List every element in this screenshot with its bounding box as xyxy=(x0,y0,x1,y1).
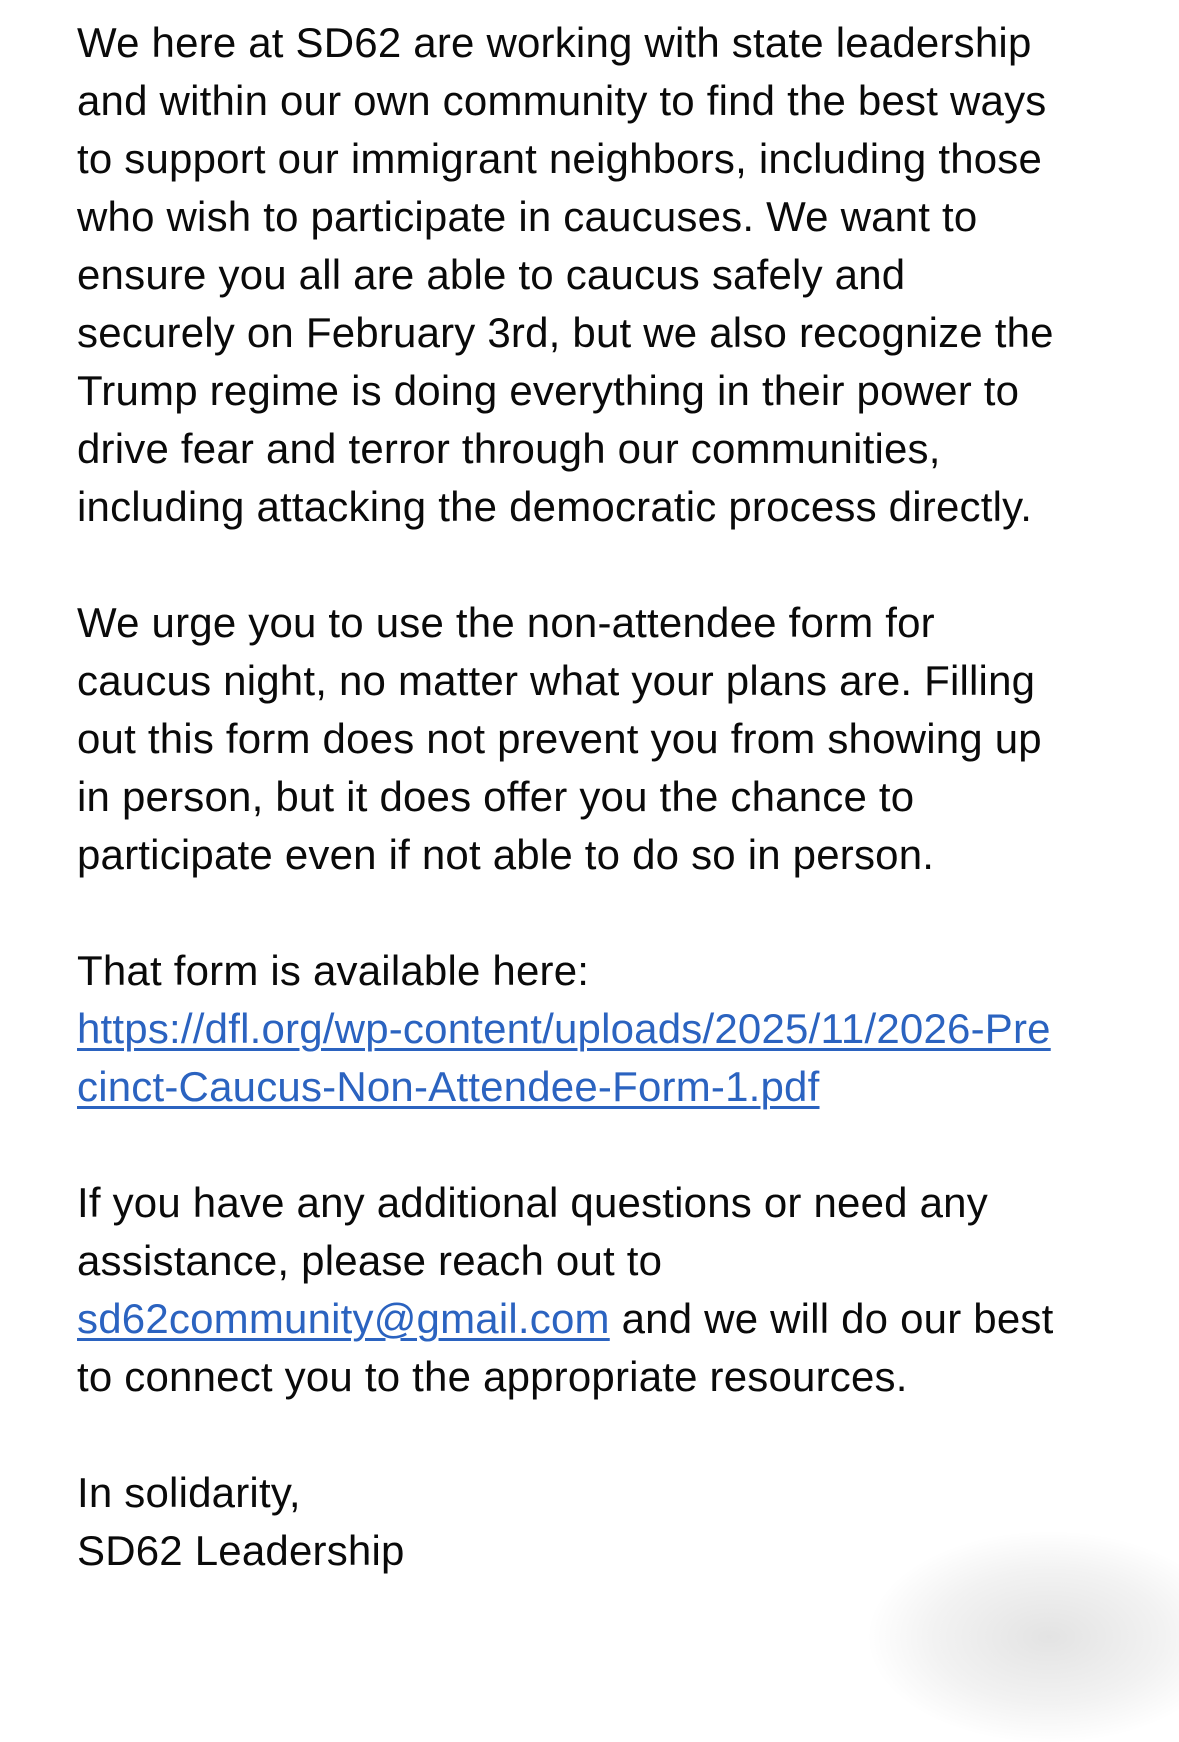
text-line xyxy=(77,1000,1149,1058)
text-line: including attacking the democratic process directly. xyxy=(77,483,1033,530)
text-line: securely on February 3rd, but we also recognize the xyxy=(77,309,1054,356)
text-line: and within our own community to find the best ways xyxy=(77,77,1047,124)
signature-closing: In solidarity, xyxy=(77,1469,301,1516)
text-line: That form is available here: xyxy=(77,947,590,994)
text-after-email: and we will do our best xyxy=(609,1295,1054,1342)
signature-block xyxy=(77,1464,1149,1580)
email-link[interactable]: sd62community@gmail.com xyxy=(77,1295,610,1342)
text-line: assistance, please reach out to xyxy=(77,1237,663,1284)
text-line: Trump regime is doing everything in their power to xyxy=(77,367,1020,414)
text-line: out this form does not prevent you from showing up xyxy=(77,715,1042,762)
paragraph-intro xyxy=(77,14,1149,536)
signature-name: SD62 Leadership xyxy=(77,1527,405,1574)
text-line: We here at SD62 are working with state leadership xyxy=(77,19,1032,66)
form-pdf-link-line2[interactable]: cinct-Caucus-Non-Attendee-Form-1.pdf xyxy=(77,1063,820,1110)
text-line: to connect you to the appropriate resources. xyxy=(77,1353,908,1400)
text-line: who wish to participate in caucuses. We want to xyxy=(77,193,978,240)
text-line xyxy=(77,1058,1149,1116)
text-line: ensure you all are able to caucus safely and xyxy=(77,251,906,298)
paragraph-form-link xyxy=(77,942,1149,1116)
paragraph-urge-form xyxy=(77,594,1149,884)
form-pdf-link-line1[interactable]: https://dfl.org/wp-content/uploads/2025/11/2026-Pre xyxy=(77,1005,1051,1052)
text-line: caucus night, no matter what your plans are. Filling xyxy=(77,657,1036,704)
text-line: drive fear and terror through our communities, xyxy=(77,425,941,472)
text-line: to support our immigrant neighbors, including those xyxy=(77,135,1043,182)
text-line: If you have any additional questions or need any xyxy=(77,1179,988,1226)
text-line xyxy=(77,1290,1149,1348)
text-line: in person, but it does offer you the chance to xyxy=(77,773,915,820)
paragraph-contact xyxy=(77,1174,1149,1406)
text-line: participate even if not able to do so in person. xyxy=(77,831,935,878)
text-line: We urge you to use the non-attendee form for xyxy=(77,599,935,646)
